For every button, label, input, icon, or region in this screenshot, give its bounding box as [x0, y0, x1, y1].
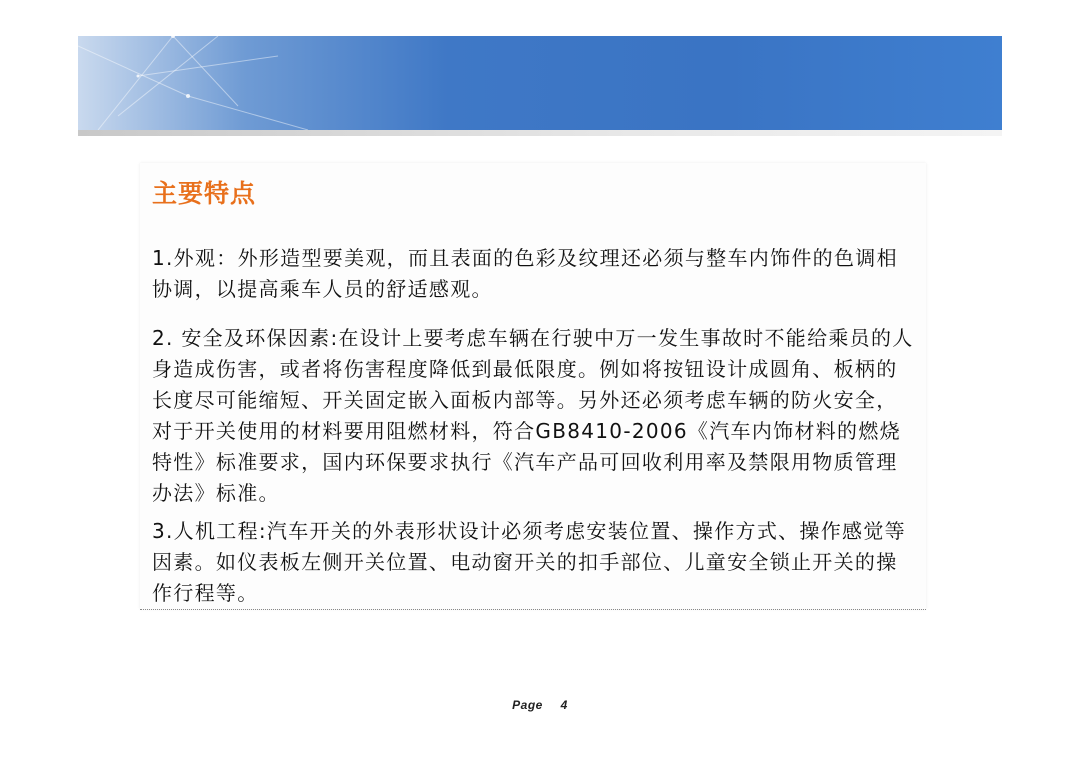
paragraph-appearance: 1.外观：外形造型要美观，而且表面的色彩及纹理还必须与整车内饰件的色调相协调，以提高乘车人员的舒适感观。 [152, 246, 898, 301]
page-label: Page [512, 698, 543, 712]
paragraph-ergonomics: 3.人机工程:汽车开关的外表形状设计必须考虑安装位置、操作方式、操作感觉等因素。如仪表板左侧开关位置、电动窗开关的扣手部位、儿童安全锁止开关的操作行程等。 [152, 519, 906, 605]
page-number: 4 [560, 698, 568, 712]
header-banner [78, 36, 1002, 130]
panel-bottom-border [140, 609, 926, 610]
banner-divider [78, 130, 1002, 136]
network-lines-decoration [78, 36, 1002, 130]
page-footer [0, 698, 1080, 712]
paragraph-safety: 2. 安全及环保因素:在设计上要考虑车辆在行驶中万一发生事故时不能给乘员的人身造成伤害，或者将伤害程度降低到最低限度。例如将按钮设计成圆角、板柄的长度尽可能缩短、开关固定嵌入面板内部等。另外还必须考虑车辆的防火安全，对于开关使用的材料要用阻燃材料，符合GB8410-2006《汽车内饰材料的燃烧特性》标准要求，国内环保要求执行《汽车产品可回收利用率及禁限用物质管理办法》标准。 [152, 326, 914, 505]
slide-title: 主要特点 [152, 179, 257, 208]
